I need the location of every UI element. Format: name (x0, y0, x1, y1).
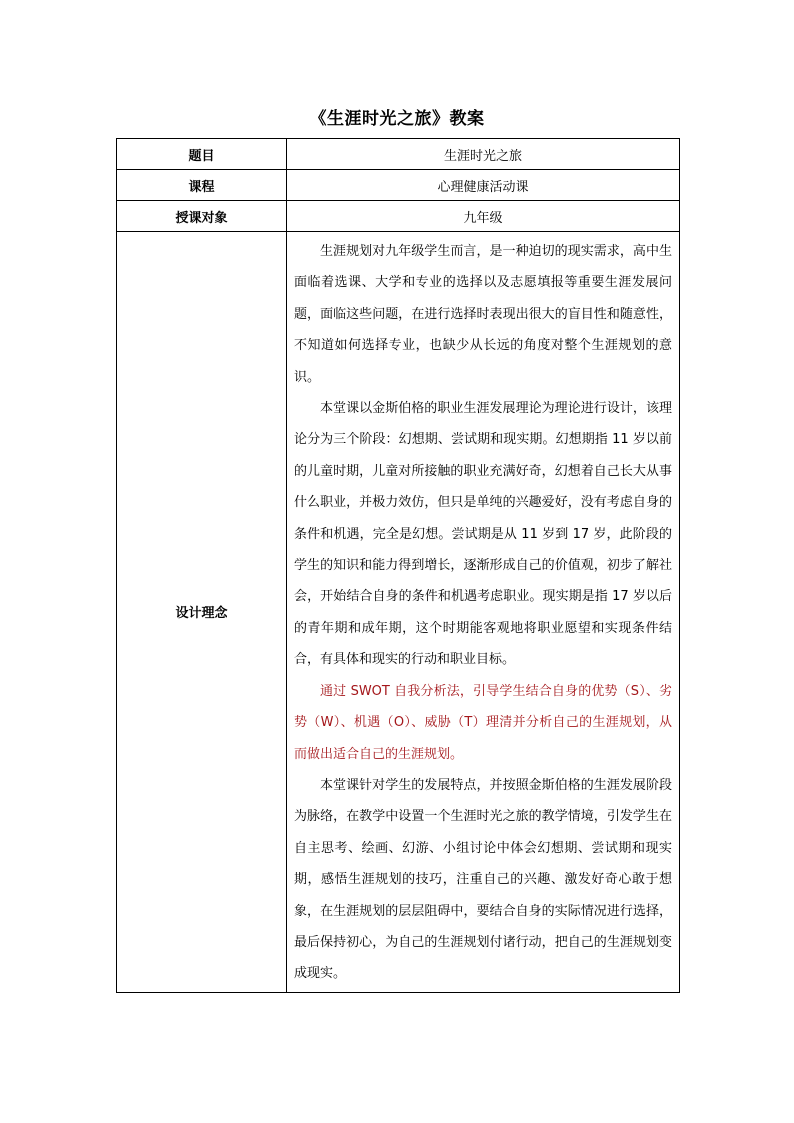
design-paragraph-2: 本堂课以金斯伯格的职业生涯发展理论为理论进行设计，该理论分为三个阶段：幻想期、尝试期和现实期。幻想期指 11 岁以前的儿童时期，儿童对所接触的职业充满好奇，幻想着自己长大从事什么职业，并极力效仿，但只是单纯的兴趣爱好，没有考虑自身的条件和机遇，完全是幻想。尝试期是从 11 岁到 17 岁，此阶段的学生的知识和能力得到增长，逐渐形成自己的价值观，初步了解社会，开始结合自身的条件和机遇考虑职业。现实期是指 17 岁以后的青年期和成年期，这个时期能客观地将职业愿望和实现条件结合，有具体和现实的行动和职业目标。 (294, 401, 672, 668)
design-paragraph-1: 生涯规划对九年级学生而言，是一种迫切的现实需求，高中生面临着选课、大学和专业的选择以及志愿填报等重要生涯发展问题，面临这些问题，在进行选择时表现出很大的盲目性和随意性，不知道如何选择专业，也缺少从长远的角度对整个生涯规划的意识。 (294, 244, 672, 385)
audience-value: 九年级 (287, 201, 680, 232)
design-paragraph-3-highlight: 通过 SWOT 自我分析法，引导学生结合自身的优势（S）、劣势（W）、机遇（O）、威胁（T）理清并分析自己的生涯规划，从而做出适合自己的生涯规划。 (294, 683, 672, 762)
design-label: 设计理念 (117, 232, 287, 993)
table-row-topic (117, 139, 680, 170)
document-title: 《生涯时光之旅》教案 (309, 109, 485, 129)
course-label: 课程 (117, 170, 287, 201)
design-paragraph-4: 本堂课针对学生的发展特点，并按照金斯伯格的生涯发展阶段为脉络，在教学中设置一个生涯时光之旅的教学情境，引发学生在自主思考、绘画、幻游、小组讨论中体会幻想期、尝试期和现实期，感悟生涯规划的技巧，注重自己的兴趣、激发好奇心敢于想象，在生涯规划的层层阻碍中，要结合自身的实际情况进行选择，最后保持初心，为自己的生涯规划付诸行动，把自己的生涯规划变成现实。 (294, 777, 672, 982)
table-row-course (117, 170, 680, 201)
table-row-design (117, 232, 680, 993)
table-row-audience (117, 201, 680, 232)
lesson-plan-table (116, 138, 680, 993)
course-value: 心理健康活动课 (287, 170, 680, 201)
audience-label: 授课对象 (117, 201, 287, 232)
design-content (287, 232, 680, 993)
topic-label: 题目 (117, 139, 287, 170)
topic-value: 生涯时光之旅 (287, 139, 680, 170)
